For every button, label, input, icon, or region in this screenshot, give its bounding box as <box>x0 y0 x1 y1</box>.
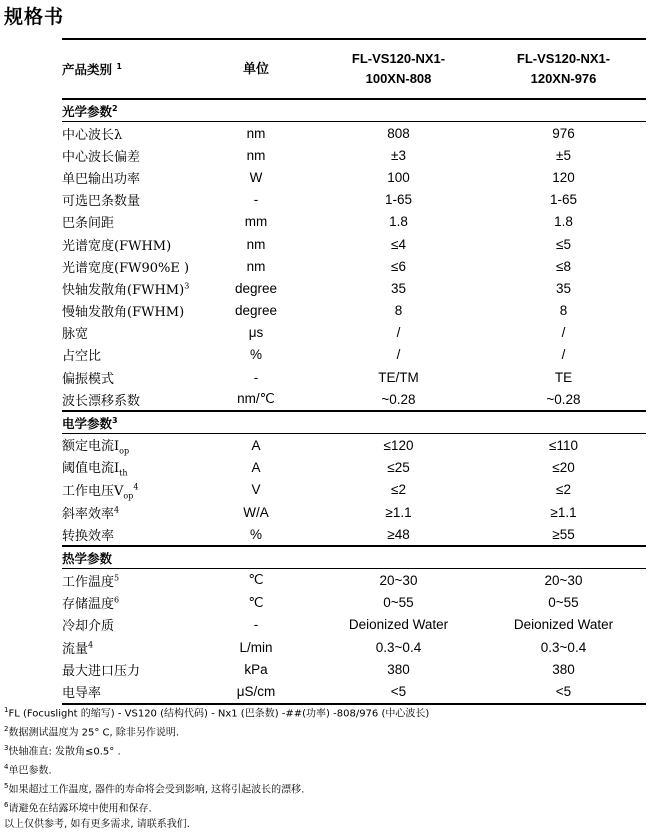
param-name: 工作电压$V_{op}^4$ <box>62 482 139 501</box>
value-model-2: 380 <box>552 661 575 677</box>
table-row <box>62 166 646 188</box>
table-row <box>62 366 646 388</box>
value-model-1: ≤25 <box>387 460 410 476</box>
value-model-1: Deionized Water <box>348 617 449 633</box>
param-name: 中心波长偏差 <box>62 149 141 165</box>
param-unit: V <box>251 482 261 498</box>
param-name: 偏振模式 <box>62 371 115 387</box>
footnote-line: $^6$请避免在结露环境中使用和保存. <box>4 800 152 814</box>
spec-table <box>62 38 646 705</box>
param-name: 阈值电流$I_{th}$ <box>62 461 128 479</box>
section-header-optical <box>62 99 646 122</box>
value-model-2: / <box>561 347 566 363</box>
value-model-2: ~0.28 <box>546 391 581 407</box>
value-model-1: TE/TM <box>378 369 419 385</box>
param-name: 光谱宽度(FW90%E ) <box>62 260 190 276</box>
param-name: 电导率 <box>62 680 196 703</box>
footnote-number: 6 <box>4 800 9 809</box>
param-unit: W/A <box>243 504 269 520</box>
table-row <box>62 189 646 211</box>
param-unit: nm <box>246 236 266 252</box>
header-category: 产品类别 $^1$ <box>62 39 196 99</box>
value-model-1: 0~55 <box>383 595 414 611</box>
value-model-1: ≤6 <box>391 258 406 274</box>
param-unit: degree <box>234 303 278 319</box>
value-model-2: ≤5 <box>556 236 571 252</box>
footnote-line: $^2$数据测试温度为 25° C, 除非另作说明. <box>4 724 180 739</box>
table-row <box>62 322 646 344</box>
value-model-1: ≥1.1 <box>385 504 412 520</box>
value-model-1: ≥48 <box>387 526 410 542</box>
table-header-row <box>62 39 646 99</box>
footnote-number: 5 <box>4 781 9 790</box>
table-row <box>62 211 646 233</box>
value-model-2: <5 <box>481 680 646 703</box>
value-model-1: ~0.28 <box>381 391 416 407</box>
table-row <box>62 344 646 366</box>
param-subscript: th <box>119 469 128 479</box>
value-model-2: / <box>561 325 566 341</box>
footnote-number: 3 <box>4 743 9 752</box>
value-model-1: 0.3~0.4 <box>375 639 422 655</box>
value-model-2: 120 <box>552 169 575 185</box>
param-name: 斜率效率$^4$ <box>62 505 120 522</box>
value-model-2: 8 <box>559 303 568 319</box>
table-row <box>62 523 646 546</box>
table-row <box>62 122 646 145</box>
param-name: 额定电流$I_{op}$ <box>62 439 130 456</box>
footnote-marker: 2 <box>112 103 118 113</box>
footnote-marker: 4 <box>88 640 94 650</box>
param-name: 波长漂移系数 <box>62 393 141 409</box>
table-row <box>62 680 646 703</box>
value-model-2: ≥55 <box>552 526 575 542</box>
value-model-1: 35 <box>390 280 407 296</box>
footnote-number: 2 <box>4 724 9 733</box>
footnote-number: 4 <box>4 762 9 771</box>
value-model-2: 0~55 <box>548 595 579 611</box>
table-row <box>62 144 646 166</box>
value-model-2: ≤110 <box>549 438 578 454</box>
param-unit: nm/℃ <box>237 391 275 407</box>
param-unit: kPa <box>244 661 268 677</box>
value-model-1: 20~30 <box>379 572 418 588</box>
section-title: 光学参数$^2$ <box>62 99 646 122</box>
param-unit: degree <box>234 280 278 296</box>
table-row <box>62 434 646 457</box>
param-unit: nm <box>246 147 266 163</box>
value-model-1: 1.8 <box>389 214 408 230</box>
footnote-line: $^3$快轴准直: 发散角≤0.5° . <box>4 743 121 758</box>
value-model-1: 1-65 <box>384 192 413 208</box>
table-row <box>62 592 646 614</box>
table-row <box>62 479 646 501</box>
table-row <box>62 614 646 636</box>
value-model-2: 1.8 <box>554 214 573 230</box>
param-unit: % <box>249 347 262 363</box>
page-title: 规格书 <box>4 6 65 28</box>
table-row <box>62 233 646 255</box>
table-row <box>62 388 646 411</box>
footnote-marker: 1 <box>116 62 122 72</box>
section-title: 电学参数$^3$ <box>62 411 646 434</box>
footnote-number: 1 <box>4 706 9 714</box>
footnote-line: $^4$单巴参数. <box>4 762 52 777</box>
value-model-1: ±3 <box>391 147 406 163</box>
param-subscript: op <box>123 491 134 501</box>
value-model-1: ≤4 <box>391 236 406 252</box>
value-model-2: 1-65 <box>549 192 578 208</box>
param-subscript: op <box>119 446 130 456</box>
value-model-2: ≤8 <box>556 258 571 274</box>
value-model-1: ≤120 <box>383 438 414 454</box>
param-unit: A <box>251 438 261 454</box>
param-name: 快轴发散角(FWHM)$^3$ <box>62 281 190 298</box>
table-row <box>62 658 646 680</box>
footnote-marker: 6 <box>114 595 120 605</box>
param-unit: ℃ <box>248 572 264 588</box>
value-model-1: ≤2 <box>391 482 406 498</box>
param-name: 慢轴发散角(FWHM) <box>62 305 185 321</box>
table-row <box>62 277 646 299</box>
footnote-marker: 4 <box>133 482 139 492</box>
value-model-2: Deionized Water <box>513 617 614 633</box>
param-name: 单巴输出功率 <box>62 171 141 187</box>
param-name: 可选巴条数量 <box>62 194 141 210</box>
value-model-2: 35 <box>555 280 572 296</box>
param-name: 中心波长λ <box>62 127 123 143</box>
value-model-2: ≥1.1 <box>550 504 577 520</box>
param-unit: - <box>253 369 259 385</box>
param-name: 冷却介质 <box>62 619 115 635</box>
value-model-1: <5 <box>316 680 481 703</box>
header-model-2: FL-VS120-NX1- 120XN-976 <box>481 39 646 99</box>
value-model-1: 8 <box>394 303 403 319</box>
value-model-2: ±5 <box>556 147 571 163</box>
header-model-1: FL-VS120-NX1- 100XN-808 <box>316 39 481 99</box>
param-name: 存储温度$^6$ <box>62 595 120 613</box>
table-row <box>62 457 646 479</box>
footnote-line: 以上仅供参考, 如有更多需求, 请联系我们. <box>4 818 190 830</box>
param-unit: μs <box>248 325 264 341</box>
value-model-2: 0.3~0.4 <box>540 639 587 655</box>
footnote-marker: 3 <box>112 415 118 425</box>
param-unit: W <box>249 169 263 185</box>
footnote-line: $^5$如果超过工作温度, 器件的寿命将会受到影响, 这将引起波长的漂移. <box>4 781 305 796</box>
param-unit: - <box>253 617 259 633</box>
value-model-2: ≤2 <box>556 482 571 498</box>
section-header-thermal <box>62 546 646 569</box>
param-name: 占空比 <box>62 349 102 365</box>
param-unit: nm <box>246 258 266 274</box>
value-model-1: / <box>396 347 401 363</box>
value-model-1: 808 <box>387 125 410 141</box>
param-unit: % <box>249 526 262 542</box>
value-model-1: 100 <box>387 169 410 185</box>
header-unit: 单位 <box>196 39 316 99</box>
footnote-marker: 4 <box>114 505 120 515</box>
param-name: 转换效率 <box>62 528 115 544</box>
section-title: 热学参数 <box>62 546 646 569</box>
table-row <box>62 300 646 322</box>
footnote-marker: 3 <box>184 281 190 291</box>
param-name: 最大进口压力 <box>62 663 141 679</box>
param-name: 工作温度$^5$ <box>62 573 120 590</box>
param-name: 流量$^4$ <box>62 640 94 657</box>
param-unit: A <box>251 460 261 476</box>
param-unit: mm <box>244 214 268 230</box>
param-name: 光谱宽度(FWHM) <box>62 238 172 254</box>
table-row <box>62 255 646 277</box>
value-model-2: 976 <box>552 125 575 141</box>
footnote-line: $^1$FL (Focuslight 的缩写) - VS120 (结构代码) - Nx1 (巴条数) -##(功率) -808/976 (中心波长) <box>4 706 430 720</box>
param-unit: μS/cm <box>196 680 316 703</box>
section-header-electrical <box>62 411 646 434</box>
table-row <box>62 501 646 523</box>
param-name: 巴条间距 <box>62 216 115 232</box>
value-model-1: 380 <box>387 661 410 677</box>
value-model-2: 20~30 <box>544 572 583 588</box>
value-model-1: / <box>396 325 401 341</box>
param-name: 脉宽 <box>62 327 89 343</box>
table-row <box>62 636 646 658</box>
param-unit: ℃ <box>248 594 264 610</box>
value-model-2: TE <box>554 369 573 385</box>
param-unit: - <box>253 192 259 208</box>
param-unit: L/min <box>239 639 273 655</box>
footnote-marker: 5 <box>114 573 120 583</box>
footnotes <box>4 703 644 832</box>
table-row <box>62 569 646 592</box>
param-unit: nm <box>246 125 266 141</box>
value-model-2: ≤20 <box>552 460 575 476</box>
